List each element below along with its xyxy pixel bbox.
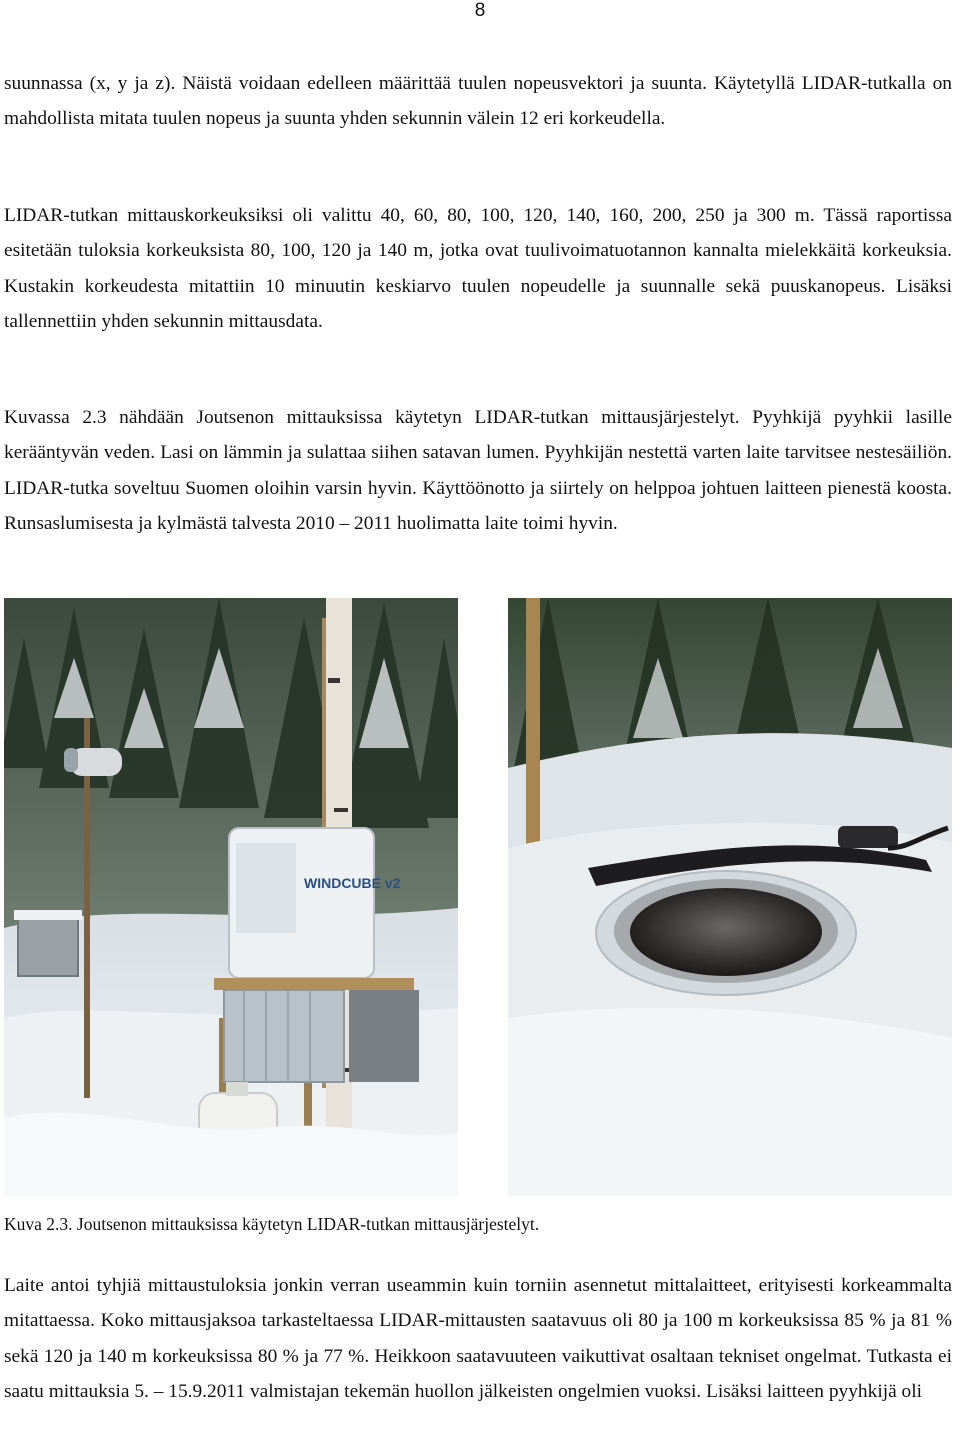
lidar-window-illustration bbox=[508, 598, 952, 1196]
lidar-unit-in-snow-photo bbox=[4, 598, 458, 1196]
paragraph-4: Laite antoi tyhjiä mittaustuloksia jonkin verran useammin kuin torniin asennetut mittalaitteet, erityisesti korkeammalta mitattaessa. Koko mittausjaksoa tarkasteltaessa LIDAR-mittausten saatavuus oli 80 ja 100 m korkeuksissa 85 % ja 81 % sekä 120 ja 140 m korkeuksissa 80 % ja 77 %. Heikkoon saatavuuteen vaikuttivat osaltaan tekniset ongelmat. Tutkasta ei saatu mittauksia 5. – 15.9.2011 valmistajan tekemän huollon jälkeisten ongelmien vuoksi. Lisäksi laitteen pyyhkijä oli bbox=[4, 1275, 952, 1402]
paragraph-1: suunnassa (x, y ja z). Näistä voidaan edelleen määrittää tuulen nopeusvektori ja suunta. Käytetyllä LIDAR-tutkalla on mahdollista mitata tuulen nopeus ja suunta yhden sekunnin välein 12 eri korkeudella. bbox=[4, 73, 952, 130]
figure-caption: Kuva 2.3. Joutsenon mittauksissa käytetyn LIDAR-tutkan mittausjärjestelyt. bbox=[4, 1214, 540, 1234]
page-number: 8 bbox=[474, 0, 486, 21]
lidar-window-and-wiper-photo bbox=[508, 598, 952, 1196]
paragraph-3: Kuvassa 2.3 nähdään Joutsenon mittauksissa käytetyn LIDAR-tutkan mittausjärjestelyt. Pyyhkijä pyyhkii lasille kerääntyvän veden. Lasi on lämmin ja sulattaa siihen satavan lumen. Pyyhkijän nestettä varten laite tarvitsee nestesäiliön. LIDAR-tutka soveltuu Suomen oloihin varsin hyvin. Käyttöönotto ja siirtely on helppoa johtuen laitteen pienestä koosta. Runsaslumisesta ja kylmästä talvesta 2010 – 2011 huolimatta laite toimi hyvin. bbox=[4, 407, 952, 534]
paragraph-2: LIDAR-tutkan mittauskorkeuksiksi oli valittu 40, 60, 80, 100, 120, 140, 160, 200, 250 ja 300 m. Tässä raportissa esitetään tuloksia korkeuksista 80, 100, 120 ja 140 m, jotka ovat tuulivoimatuotannon kannalta mielekkäitä korkeuksia. Kustakin korkeudesta mitattiin 10 minuutin keskiarvo tuulen nopeudelle ja suunnalle sekä puuskanopeus. Lisäksi tallennettiin yhden sekunnin mittausdata. bbox=[4, 205, 952, 332]
lidar-unit-illustration bbox=[4, 598, 458, 1196]
device-label: WINDCUBE v2 bbox=[304, 875, 401, 891]
